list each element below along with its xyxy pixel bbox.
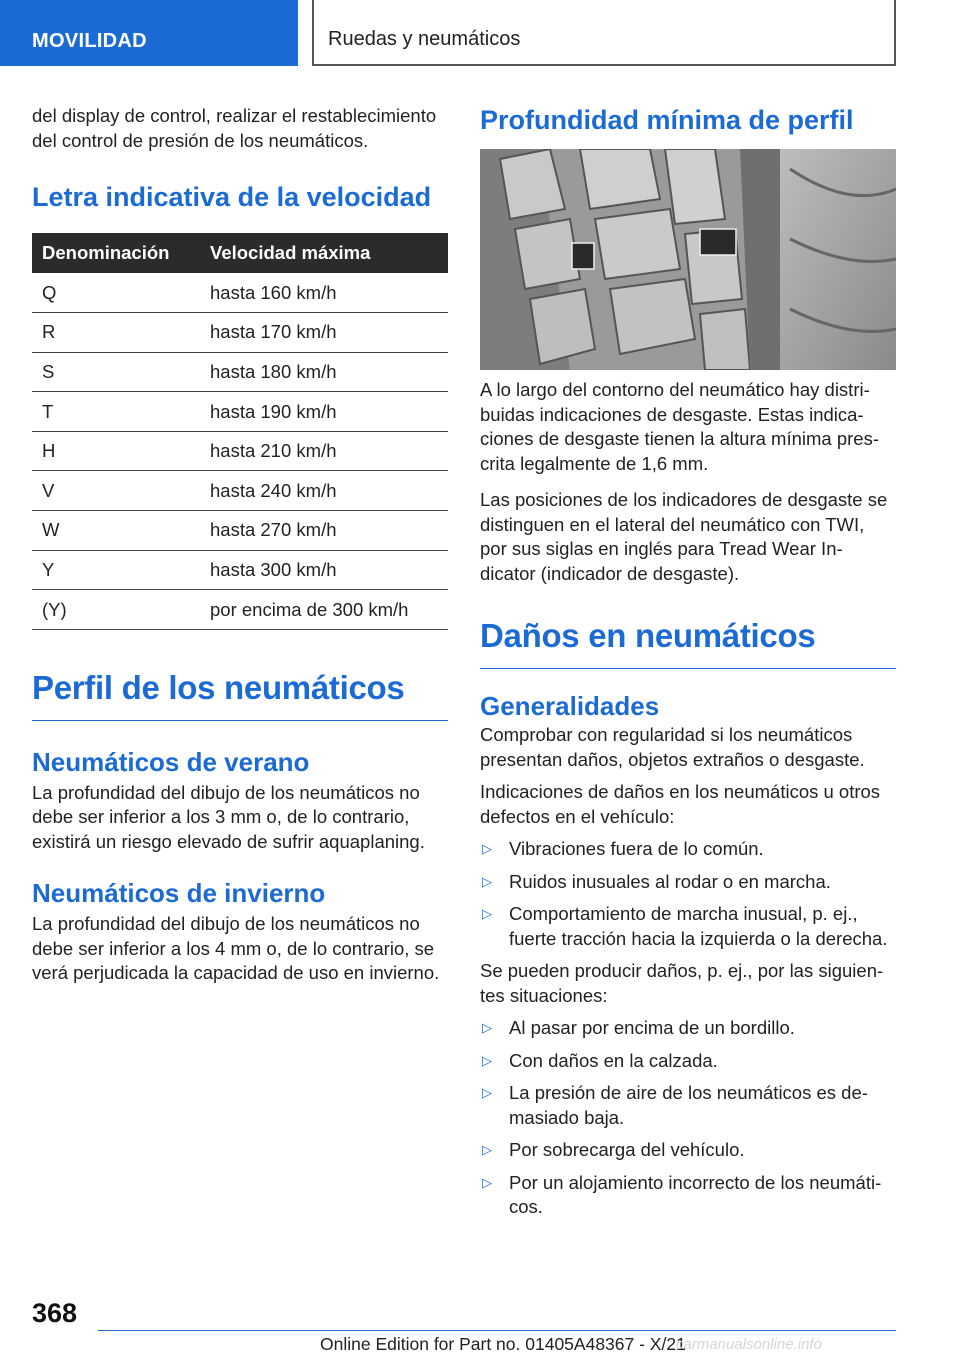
list-item (480, 902, 896, 951)
table-cell: por encima de 300 km/h (200, 590, 448, 630)
triangle-bullet-icon: ▷ (482, 1052, 492, 1068)
list-item-text: Por sobrecarga del vehículo. (509, 1139, 745, 1160)
table-cell: V (32, 471, 200, 511)
table-cell: hasta 210 km/h (200, 431, 448, 471)
triangle-bullet-icon: ▷ (482, 841, 492, 856)
table-cell: hasta 180 km/h (200, 352, 448, 392)
min-tread-text-2: Las posiciones de los indicadores de desgaste se distinguen en el lateral del neumático con TWI, por sus siglas en inglés para Tread Wear In-dicator (indicador de desgaste). (480, 489, 888, 584)
table-row (32, 392, 448, 432)
list-item-text: Al pasar por encima de un bordillo. (509, 1017, 795, 1038)
table-row (32, 431, 448, 471)
triangle-bullet-icon: ▷ (482, 906, 492, 921)
list-item (480, 1016, 896, 1041)
list-item-text: Vibraciones fuera de lo común. (509, 838, 764, 859)
table-cell: hasta 240 km/h (200, 471, 448, 511)
triangle-bullet-icon: ▷ (482, 1085, 492, 1100)
damage-indications-list (480, 837, 896, 951)
tire-profile-heading: Perfil de los neumáticos (32, 668, 448, 721)
edition-text: Online Edition for Part no. 01405A48367 - X/21 (320, 1334, 686, 1354)
table-cell: R (32, 313, 200, 353)
table-row (32, 352, 448, 392)
list-item-text: Con daños en la calzada. (509, 1049, 718, 1071)
table-cell: hasta 160 km/h (200, 273, 448, 313)
triangle-bullet-icon: ▷ (482, 1142, 492, 1157)
table-cell: H (32, 431, 200, 471)
list-item-text: Por un alojamiento incorrecto de los neumáti-cos. (509, 1171, 882, 1217)
page-number: 368 (32, 1298, 78, 1328)
table-cell: W (32, 511, 200, 551)
list-item (480, 837, 896, 862)
list-item-text: Ruidos inusuales al rodar o en marcha. (509, 870, 831, 892)
list-item (480, 1081, 896, 1130)
tread-wear-indicator-image (480, 149, 896, 370)
summer-tires-heading: Neumáticos de verano (32, 746, 310, 777)
general-text: Comprobar con regularidad si los neumáticos presentan daños, objetos extraños o desgaste. (480, 724, 865, 770)
table-cell: S (32, 352, 200, 392)
table-row (32, 273, 448, 313)
right-column (480, 104, 896, 1220)
triangle-bullet-icon: ▷ (482, 1020, 492, 1035)
watermark: carmanualsonline.info (676, 1336, 822, 1353)
table-cell: Q (32, 273, 200, 313)
damage-situations-list (480, 1016, 896, 1220)
chapter-title: Ruedas y neumáticos (312, 0, 896, 66)
table-row (32, 550, 448, 590)
damage-indications-text: Indicaciones de daños en los neumáticos u otros defectos en el vehículo: (480, 781, 881, 827)
table-header-row (32, 233, 448, 273)
table-cell: hasta 300 km/h (200, 550, 448, 590)
triangle-bullet-icon: ▷ (482, 1174, 492, 1190)
table-row (32, 511, 448, 551)
min-tread-text-1: A lo largo del contorno del neumático hay distri-buidas indicaciones de desgaste. Estas indica-ciones de desgaste tienen la altura mínima pres-crita legalmente de 1,6 mm. (480, 379, 879, 474)
summer-tires-text: La profundidad del dibujo de los neumáticos no debe ser inferior a los 3 mm o, de lo contrario, existirá un riesgo elevado de sufrir aquaplaning. (32, 781, 425, 852)
page-header (0, 0, 960, 66)
section-tab: MOVILIDAD (0, 0, 298, 66)
table-cell: hasta 190 km/h (200, 392, 448, 432)
winter-tires-text: La profundidad del dibujo de los neumáticos no debe ser inferior a los 4 mm o, de lo contrario, se verá perjudicada la capacidad de uso en invierno. (32, 913, 440, 984)
table-row (32, 590, 448, 630)
table-row (32, 471, 448, 511)
damage-situations-text: Se pueden producir daños, p. ej., por las siguien-tes situaciones: (480, 960, 884, 1006)
table-row (32, 313, 448, 353)
table-cell: hasta 170 km/h (200, 313, 448, 353)
winter-tires-heading: Neumáticos de invierno (32, 878, 326, 909)
min-tread-heading: Profundidad mínima de perfil (480, 105, 854, 135)
table-cell: hasta 270 km/h (200, 511, 448, 551)
table-cell: T (32, 392, 200, 432)
list-item (480, 1138, 896, 1163)
list-item (480, 1049, 896, 1074)
left-column (32, 104, 448, 986)
table-cell: (Y) (32, 590, 200, 630)
list-item-text: La presión de aire de los neumáticos es de-masiado baja. (509, 1082, 868, 1128)
tire-damage-heading: Daños en neumáticos (480, 616, 896, 669)
list-item (480, 870, 896, 895)
triangle-bullet-icon: ▷ (482, 873, 492, 889)
intro-paragraph: del display de control, realizar el restablecimiento del control de presión de los neumáticos. (32, 105, 437, 151)
speed-table (32, 233, 448, 630)
speed-letter-heading: Letra indicativa de la velocidad (32, 182, 432, 212)
footer-divider (98, 1330, 896, 1331)
table-cell: Y (32, 550, 200, 590)
list-item (480, 1171, 896, 1220)
list-item-text: Comportamiento de marcha inusual, p. ej., fuerte tracción hacia la izquierda o la derecha. (509, 903, 888, 949)
general-heading: Generalidades (480, 691, 660, 721)
table-header-cell: Velocidad máxima (200, 233, 448, 273)
table-header-cell: Denominación (32, 233, 200, 273)
